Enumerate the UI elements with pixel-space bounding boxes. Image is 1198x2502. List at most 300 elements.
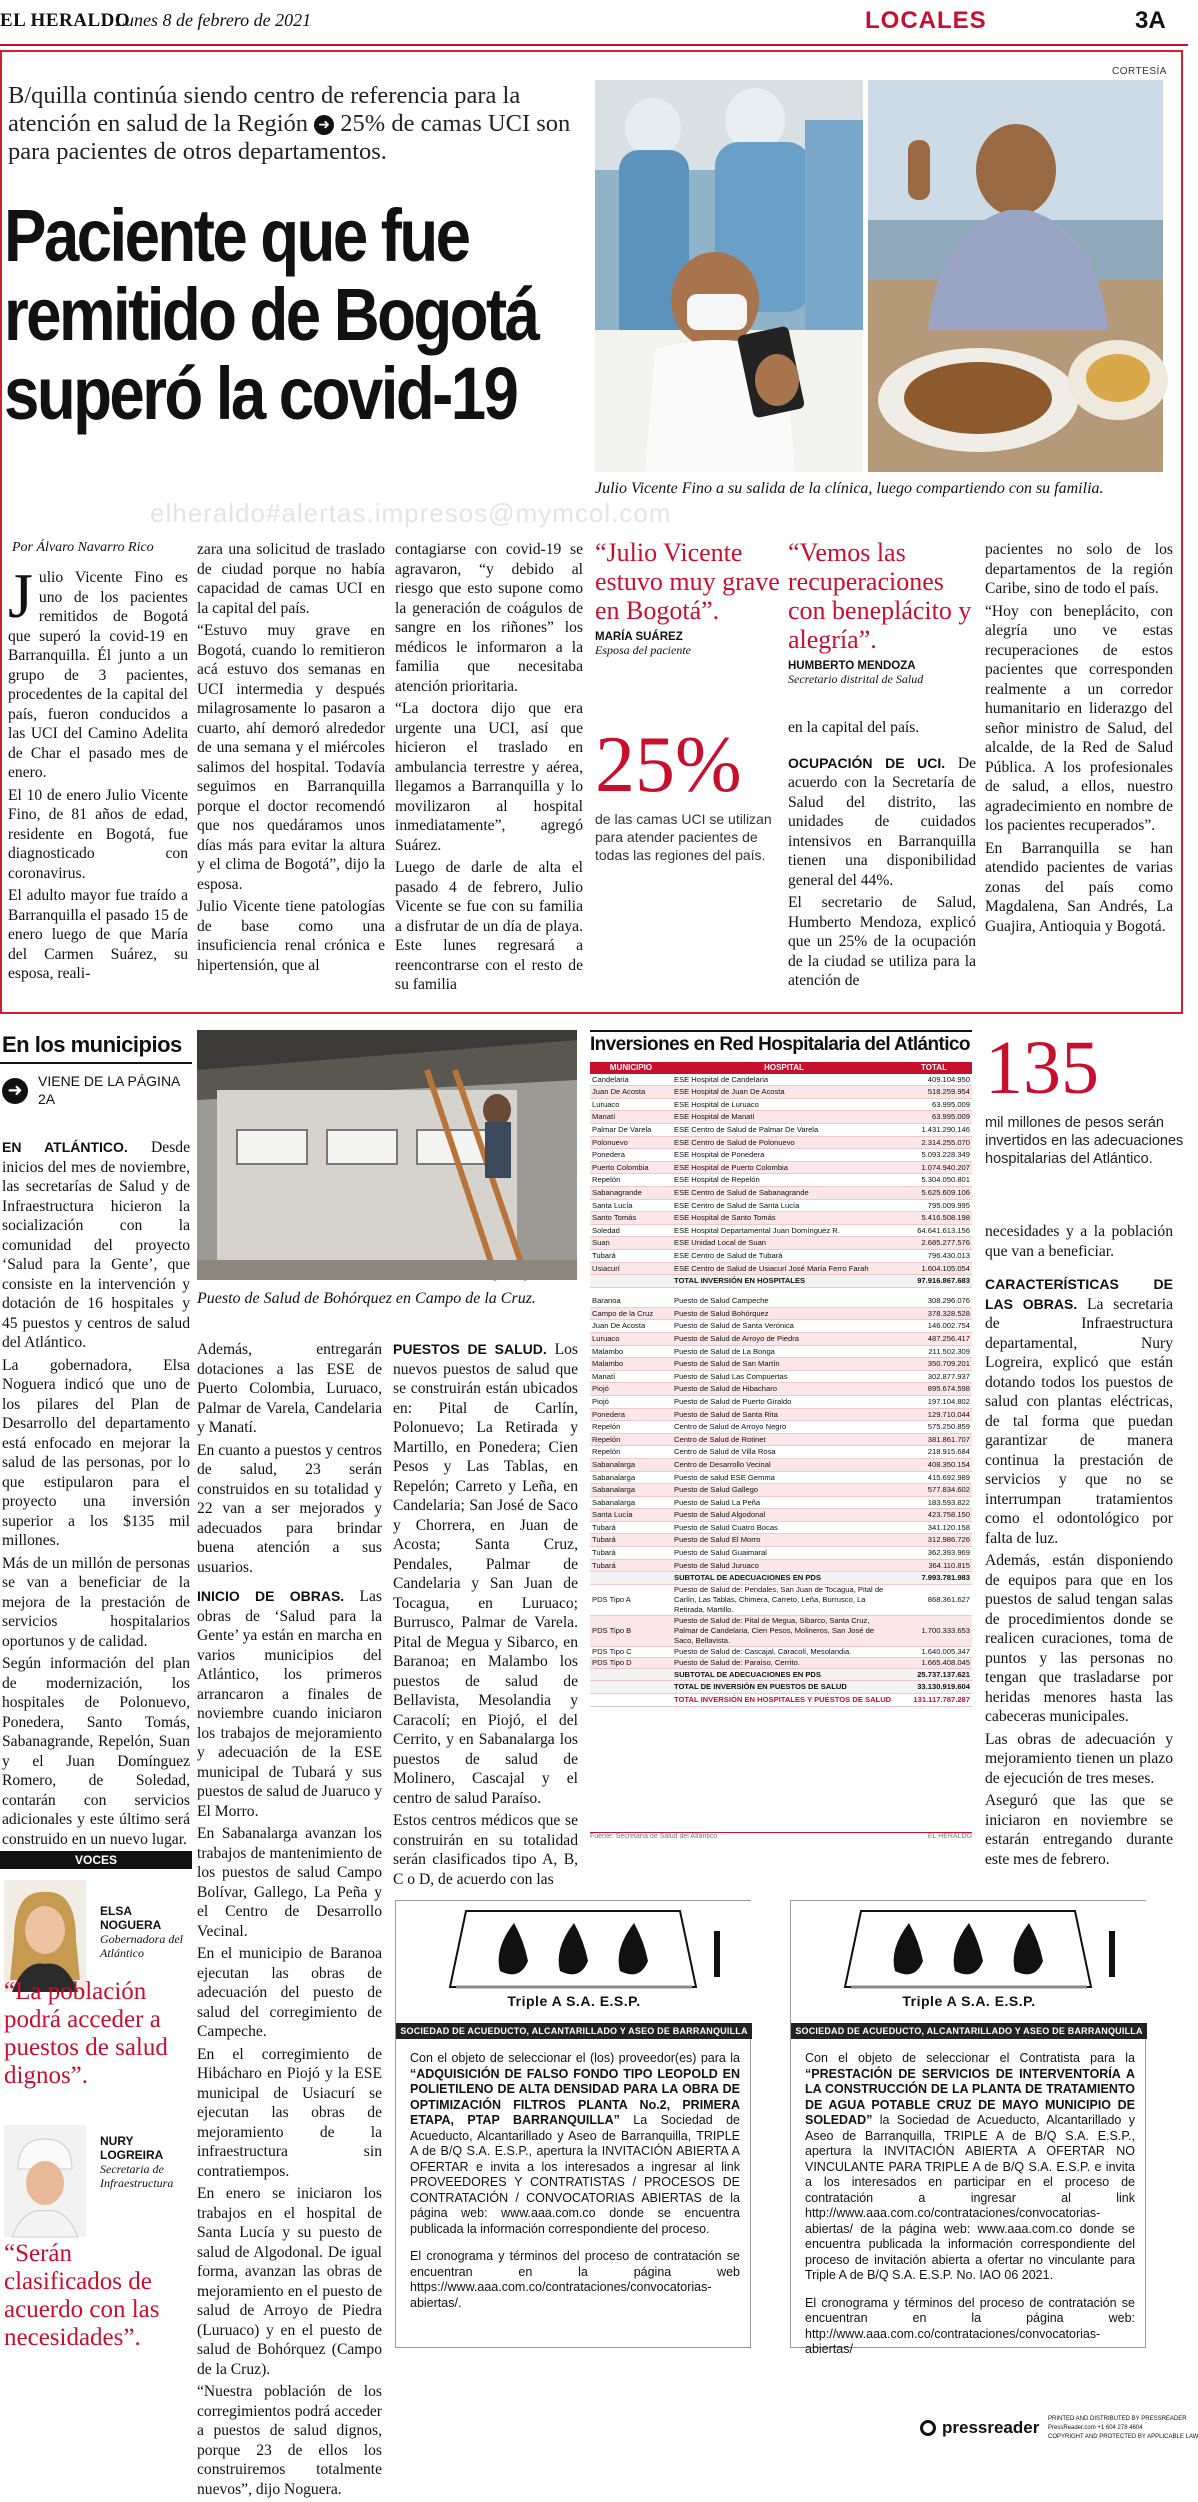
table-cell: 895.674.598 — [896, 1383, 972, 1396]
table-source: Fuente: Secretaría de Salud del Atlántico — [590, 1833, 718, 1840]
table-cell: ESE Hospital de Candelaria — [672, 1074, 896, 1086]
table-cell: 5.625.609.106 — [896, 1186, 972, 1199]
table-cell: Luruaco — [590, 1098, 672, 1111]
table-cell: ESE Centro de Salud de Tubará — [672, 1249, 896, 1262]
story-paragraph: en la capital del país. — [788, 719, 920, 736]
table-cell: Sabanalarga — [590, 1484, 672, 1497]
drop-cap: J — [8, 560, 33, 631]
table-cell: Malambo — [590, 1345, 672, 1358]
patient-beach-photo — [868, 80, 1163, 472]
story-paragraph: En Sabanalarga avanzan los trabajos de mantenimiento de los puestos de salud Campo Bolívar, Gallego, La Peña y el Centro de Desarrollo Vecinal. — [197, 1825, 382, 1940]
section-lead: INICIO DE OBRAS. — [197, 1588, 345, 1604]
photo-illustration — [197, 1030, 577, 1280]
table-cell: Puesto de Salud El Morro — [672, 1534, 896, 1547]
table-cell — [590, 1275, 672, 1288]
table-cell: Puesto de salud ESE Gemma — [672, 1471, 896, 1484]
table-cell: ESE Hospital de Luruaco — [672, 1098, 896, 1111]
table-row — [590, 1383, 972, 1396]
table-row — [590, 1086, 972, 1099]
voice-name: ELSA NOGUERA — [100, 1904, 162, 1932]
table-cell: Sabanalarga — [590, 1458, 672, 1471]
quote-author-role: Secretario distrital de Salud — [788, 672, 924, 686]
table-row — [590, 1433, 972, 1446]
table-cell: 131.117.787.287 — [896, 1694, 972, 1707]
table-cell: 33.130.919.604 — [896, 1681, 972, 1694]
table-row — [590, 1547, 972, 1560]
sub-story-title: En los municipios — [2, 1032, 182, 1057]
table-body — [590, 1074, 972, 1707]
title-rule — [0, 1062, 192, 1064]
story-paragraph: contagiarse con covid-19 se agravaron, “y debido al riesgo que esto supone como la generación de coágulos de sangre en los riñones” los médicos le informaron a la familia que necesitaba atención prioritaria. — [395, 541, 583, 695]
table-cell: Puesto de Salud Gallego — [672, 1484, 896, 1497]
table-cell: Candelaria — [590, 1074, 672, 1086]
table-cell: 518.259.954 — [896, 1086, 972, 1099]
voice-credit — [100, 2134, 192, 2190]
section-lead: OCUPACIÓN DE UCI. — [788, 754, 946, 771]
story-paragraph: Aseguró que las que se iniciaron en noviembre se estarán entregando durante este mes de febrero. — [985, 1792, 1173, 1868]
table-cell: Ponedera — [590, 1149, 672, 1162]
pull-quote — [788, 538, 973, 687]
table-cell: Centro de Salud de Villa Rosa — [672, 1446, 896, 1459]
story-paragraph: La gobernadora, Elsa Noguera indicó que uno de los pilares del Plan de Desarrollo del departamento está enfocado en mejorar la salud de las personas, por lo que estipularon para el proyecto una inversión superior a los $135 mil millones. — [2, 1356, 190, 1549]
table-cell: ESE Unidad Local de Suan — [672, 1237, 896, 1250]
table-cell: ESE Hospital de Repelón — [672, 1174, 896, 1187]
ad-text: Con el objeto de seleccionar el Contratista para la — [805, 2051, 1135, 2065]
table-cell: Puesto de Salud de La Bonga — [672, 1345, 896, 1358]
ad-text: El cronograma y términos del proceso de contratación se encuentran en la página web: http://www.aaa.com.co/contrataciones/convocatorias-abiertas/ — [805, 2295, 1135, 2356]
table-cell: 64.641.613.156 — [896, 1224, 972, 1237]
table-row — [590, 1320, 972, 1333]
section-lead: EN ATLÁNTICO. — [2, 1139, 128, 1155]
photo-caption: Puesto de Salud de Bohórquez en Campo de la Cruz. — [197, 1290, 536, 1307]
table-row — [590, 1161, 972, 1174]
table-cell: 183.593.822 — [896, 1496, 972, 1509]
story-paragraph: Desde inicios del mes de noviembre, las secretarías de Salud y de Infraestructura hicieron la socialización con la comunidad del proyecto ‘Salud para la Gente’, que consiste en la intervención y dotación de 16 hospitales y 45 puestos y centros de salud del Atlántico. — [2, 1139, 190, 1351]
table-cell: SUBTOTAL DE ADECUACIONES EN PDS — [672, 1572, 896, 1585]
story-paragraph: En el corregimiento de Hibácharo en Piojó y la ESE municipal de Usiacurí se ejecutan las obras de mejoramiento de la infraestructura sin contratiempos. — [197, 2045, 382, 2180]
story-headline — [4, 194, 538, 435]
table-row — [590, 1237, 972, 1250]
ad-body — [805, 2051, 1135, 2370]
person-photo — [4, 2125, 86, 2237]
ad-company-bar: SOCIEDAD DE ACUEDUCTO, ALCANTARILLADO Y ASEO DE BARRANQUILLA S.A. E.S.P. — [791, 2023, 1147, 2039]
percent-figure-text: de las camas UCI se utilizan para atender pacientes de todas las regiones del país. — [595, 811, 772, 863]
pull-quote — [595, 538, 780, 658]
arrow-right-icon: ➜ — [2, 1078, 28, 1104]
story-paragraph: “Hoy con beneplácito, con alegría uno ve estas recuperaciones de estos pacientes que corresponden realmente a un corredor humanitario en liderazgo del señor ministro de Salud, del alcalde, de la Red de Salud Pública. A los profesionales de salud, a ellos, nuestro agradecimiento en nombre de los pacientes recuperados”. — [985, 602, 1173, 834]
table-cell: 5.416.508.198 — [896, 1212, 972, 1225]
table-row — [590, 1657, 972, 1668]
quote-author: MARÍA SUÁREZ — [595, 631, 683, 643]
story-paragraph: Las obras de adecuación y mejoramiento tienen un plazo de ejecución de tres meses. — [985, 1730, 1173, 1787]
avatar — [4, 1880, 86, 1992]
table-cell: 312.986.726 — [896, 1534, 972, 1547]
pressreader-line: PRINTED AND DISTRIBUTED BY PRESSREADER — [1048, 2416, 1187, 2422]
story-paragraph: zara una solicitud de traslado de ciudad porque no había capacidad de camas UCI en la capital del país. — [197, 541, 385, 617]
voces-header: VOCES — [0, 1851, 192, 1869]
table-cell: 63.995.009 — [896, 1098, 972, 1111]
table-subtotal-row — [590, 1668, 972, 1681]
table-cell: 129.710.044 — [896, 1408, 972, 1421]
table-row — [590, 1212, 972, 1225]
person-photo — [4, 1880, 86, 1992]
table-cell: Sabanalarga — [590, 1471, 672, 1484]
story-kicker — [8, 82, 588, 166]
table-cell: 408.350.154 — [896, 1458, 972, 1471]
byline: Por Álvaro Navarro Rico — [12, 540, 154, 555]
table-row — [590, 1559, 972, 1572]
section-lead: CARACTERÍSTICAS DE LAS OBRAS. — [985, 1276, 1173, 1312]
table-cell: 1.700.333.653 — [896, 1615, 972, 1646]
table-cell: Puesto de Salud Cuatro Bocas — [672, 1521, 896, 1534]
table-cell: 218.915.684 — [896, 1446, 972, 1459]
table-cell: 795.009.995 — [896, 1199, 972, 1212]
table-cell: Puesto de Salud de: Paraíso, Cerrito. — [672, 1657, 896, 1668]
headline-line: superó la covid-19 — [4, 352, 517, 435]
table-cell: 1.640.005.347 — [896, 1646, 972, 1657]
voice-name: NURY LOGREIRA — [100, 2134, 164, 2162]
story-paragraph: En cuanto a puestos y centros de salud, 23 serán construidos en su totalidad y 22 van a ser mejorados y adecuados para brindar buena atención a sus usuarios. — [197, 1441, 382, 1576]
column-header: HOSPITAL — [672, 1062, 896, 1074]
story-column-6 — [985, 540, 1173, 939]
ad-company-name: Triple A S.A. E.S.P. — [902, 1993, 1036, 2009]
story-paragraph: La secretaria de Infraestructura departamental, Nury Logreira, explicó que están dotando todos los puestos de salud con plantas eléctricas, de tal forma que puedan garantizar de manera continua la prestación de servicios y que no se interrumpan tratamientos como el odontológico por falta de luz. — [985, 1295, 1173, 1547]
table-cell: PDS Tipo D — [590, 1657, 672, 1668]
table-cell: Puesto de Salud Algodonal — [672, 1509, 896, 1522]
table-cell: Suan — [590, 1237, 672, 1250]
story-column-3 — [395, 540, 583, 998]
newspaper-name: EL HERALDO — [0, 10, 131, 31]
voice-quote: “Serán clasificados de acuerdo con las necesidades”. — [4, 2240, 160, 2351]
table-cell: Tubará — [590, 1249, 672, 1262]
table-cell: Puesto de Salud Bohórquez — [672, 1307, 896, 1320]
voice-role: Gobernadora del Atlántico — [100, 1932, 183, 1960]
table-row — [590, 1345, 972, 1358]
table-cell: Usiacurí — [590, 1262, 672, 1275]
table-cell: Repelón — [590, 1433, 672, 1446]
table-cell: 2.685.277.576 — [896, 1237, 972, 1250]
table-cell: ESE Centro de Salud de Polonuevo — [672, 1136, 896, 1149]
story-paragraph: Además, están disponiendo de equipos para que en los puestos de salud tengan salas de procedimientos donde se realicen curaciones, toma de puntos y las personas no tengan que trasladarse por heridas menores hasta las cabeceras municipales. — [985, 1552, 1173, 1725]
ad-logo-area — [396, 1901, 752, 2023]
table-cell: Tubará — [590, 1547, 672, 1560]
table-cell: Repelón — [590, 1446, 672, 1459]
story-column-1 — [8, 560, 188, 987]
table-cell: 5.093.228.349 — [896, 1149, 972, 1162]
municipios-column-3 — [393, 1340, 578, 1892]
table-cell: ESE Hospital de Manatí — [672, 1111, 896, 1124]
table-cell: 381.861.707 — [896, 1433, 972, 1446]
story-paragraph: ulio Vicente Fino es uno de los pacientes remitidos de Bogotá que superó la covid-19 en Barranquilla. Él junto a un grupo de 3 pacientes, procedentes de la capital del país, fueron conducidos a las UCI del Camino Adelita de Char el pasado mes de enero. — [8, 569, 188, 781]
ad-text: El cronograma y términos del proceso de contratación se encuentran en la página web https://www.aaa.com.co/contrataciones/convocatorias-abiertas/. — [410, 2249, 740, 2310]
table-cell: Soledad — [590, 1224, 672, 1237]
table-cell: ESE Centro de Salud de Palmar De Varela — [672, 1123, 896, 1136]
table-subtotal-row — [590, 1694, 972, 1707]
quote-author-role: Esposa del paciente — [595, 643, 691, 657]
story-paragraph: En enero se iniciaron los trabajos en el hospital de Santa Lucía y su puesto de salud de Algodonal. De igual forma, avanzan las obras de mejoramiento en el puesto de salud de Arroyo de Piedra (Luruaco) y en el puesto de salud de Bohórquez (Campo de la Cruz). — [197, 2185, 382, 2378]
table-header-row — [590, 1062, 972, 1074]
table-footer — [590, 1832, 972, 1840]
municipios-column-1 — [2, 1138, 190, 1852]
table-cell: 1.074.940.207 — [896, 1161, 972, 1174]
table-subtotal-row — [590, 1681, 972, 1694]
table-row — [590, 1249, 972, 1262]
table-cell: Puesto de Salud de: Pital de Megua, Sibarco, Santa Cruz, Palmar de Candelaria, Cien Pesos, Molineros, San José de Saco, Bellavista. — [672, 1615, 896, 1646]
story-paragraph: Estos centros médicos que se construirán en su totalidad serán clasificados tipo A, B, C o D, de acuerdo con las — [393, 1812, 578, 1888]
table-cell: ESE Centro de Salud de Santa Lucía — [672, 1199, 896, 1212]
table-cell: 796.430.013 — [896, 1249, 972, 1262]
table-row — [590, 1446, 972, 1459]
table-cell: 2.314.255.070 — [896, 1136, 972, 1149]
table-cell: 487.256.417 — [896, 1332, 972, 1345]
table-cell: PDS Tipo C — [590, 1646, 672, 1657]
table-cell — [590, 1572, 672, 1585]
story-paragraph: El secretario de Salud, Humberto Mendoza, explicó que un 25% de la ocupación de la ciudad se utiliza para la atención de — [788, 894, 976, 989]
column-header: TOTAL — [896, 1062, 972, 1074]
table-cell: Juan De Acosta — [590, 1086, 672, 1099]
table-cell: Luruaco — [590, 1332, 672, 1345]
voice-role: Secretaria de Infraestructura — [100, 2162, 174, 2190]
table-cell: Puerto Colombia — [590, 1161, 672, 1174]
story-column-2 — [197, 540, 385, 978]
table-cell: Manatí — [590, 1111, 672, 1124]
table-cell: 378.328.528 — [896, 1307, 972, 1320]
avatar — [4, 2125, 86, 2237]
patient-hospital-photo — [595, 80, 863, 472]
table-cell: Campo de la Cruz — [590, 1307, 672, 1320]
health-post-photo — [197, 1030, 577, 1280]
photo-illustration — [868, 80, 1163, 472]
story-paragraph: Julio Vicente tiene patologías de base como una insuficiencia renal crónica e hipertensión, que al — [197, 898, 385, 974]
kicker-text-after: 25% de camas UCI son para pacientes de otros departamentos. — [8, 110, 571, 165]
table-cell: 364.110.815 — [896, 1559, 972, 1572]
pull-quote-text: “Julio Vicente estuvo muy grave en Bogotá”. — [595, 538, 780, 625]
table-cell: Tubará — [590, 1521, 672, 1534]
story-paragraph: Además, entregarán dotaciones a las ESE de Puerto Colombia, Luruaco, Palmar de Varela, Candelaria y Manatí. — [197, 1341, 382, 1436]
section-lead: PUESTOS DE SALUD. — [393, 1341, 547, 1357]
table-cell: Tubará — [590, 1559, 672, 1572]
table-cell: 362.393.969 — [896, 1547, 972, 1560]
table-row — [590, 1098, 972, 1111]
municipios-column-5 — [985, 1222, 1173, 1872]
edition-date: Lunes 8 de febrero de 2021 — [115, 10, 312, 30]
table-cell: Ponedera — [590, 1408, 672, 1421]
table-row — [590, 1496, 972, 1509]
table-cell: 423.758.150 — [896, 1509, 972, 1522]
table-cell: Repelón — [590, 1421, 672, 1434]
ad-title: “PRESTACIÓN DE SERVICIOS DE INTERVENTORÍA A LA CONSTRUCCIÓN DE LA PLANTA DE TRATAMIENTO DE AGUA POTABLE CRUZ DE MAYO MUNICIPIO DE SOLEDAD” — [805, 2066, 1135, 2127]
story-paragraph: El 10 de enero Julio Vicente Fino, de 81 años de edad, residente en Bogotá, fue diagnosticado con coronavirus. — [8, 786, 188, 882]
table-cell: Puesto de Salud Campeche — [672, 1295, 896, 1307]
table-cell: ESE Hospital de Juan De Acosta — [672, 1086, 896, 1099]
page-number: 3A — [1135, 7, 1166, 34]
table-cell: Centro de Salud de Arroyo Negro — [672, 1421, 896, 1434]
table-cell: Santa Lucía — [590, 1199, 672, 1212]
story-paragraph: Según información del plan de modernización, los hospitales de Polonuevo, Ponedera, Santo Tomás, Sabanagrande, Repelón, Suan y el Juan Domínguez Romero, de Soledad, contarán con servicios adicionales y este último será construido en un nuevo lugar. — [2, 1655, 190, 1848]
table-row — [590, 1421, 972, 1434]
pressreader-footer — [920, 2414, 1198, 2444]
table-row — [590, 1358, 972, 1371]
table-spacer — [590, 1287, 972, 1295]
table-row — [590, 1307, 972, 1320]
ad-company-name: Triple A S.A. E.S.P. — [507, 1993, 641, 2009]
table-row — [590, 1149, 972, 1162]
table-row — [590, 1584, 972, 1615]
table-cell: 575.250.859 — [896, 1421, 972, 1434]
column-header: MUNICIPIO — [590, 1062, 672, 1074]
section-name: LOCALES — [865, 7, 987, 34]
table-cell: 211.502.309 — [896, 1345, 972, 1358]
photo-caption: Julio Vicente Fino a su salida de la clínica, luego compartiendo con su familia. — [595, 480, 1104, 497]
watermark-text: elheraldo#alertas.impresos@mymcol.com — [150, 498, 672, 528]
story-paragraph: pacientes no solo de los departamentos de la región Caribe, sino de todo el país. — [985, 541, 1173, 597]
big-percent-figure: 25% — [595, 721, 742, 809]
table-row — [590, 1295, 972, 1307]
table-cell: 25.737.137.621 — [896, 1668, 972, 1681]
voice-quote: “La población podrá acceder a puestos de salud dignos”. — [4, 1978, 168, 2089]
quote-author: HUMBERTO MENDOZA — [788, 660, 916, 672]
arrow-right-icon: ➜ — [314, 115, 334, 135]
story-paragraph: Las obras de ‘Salud para la Gente’ ya están en marcha en varios municipios del Atlántico, los primeros arrancaron a finales de noviembre cuando iniciaron los trabajos de mejoramiento y adecuación de la ESE municipal de Tubará y sus puestos de salud de Juaruco y El Morro. — [197, 1588, 382, 1820]
table-row — [590, 1262, 972, 1275]
table-row — [590, 1395, 972, 1408]
story-paragraph: “Nuestra población de los corregimientos podrá acceder a puestos de salud dignos, porque 23 de ellos los construiremos totalmente nuevos”, dijo Noguera. — [197, 2383, 382, 2498]
table-cell: 350.709.201 — [896, 1358, 972, 1371]
story-paragraph: En el municipio de Baranoa ejecutan las obras de adecuación del puesto de salud del corregimiento de Campeche. — [197, 1945, 382, 2040]
story-column-5 — [788, 718, 976, 994]
table-cell: TOTAL INVERSIÓN EN HOSPITALES — [672, 1275, 896, 1288]
pressreader-line: PressReader.com +1 604 278 4604 — [1048, 2425, 1143, 2431]
table-cell: 5.304.050.801 — [896, 1174, 972, 1187]
table-cell: Tubará — [590, 1534, 672, 1547]
ad-text: la Sociedad de Acueducto, Alcantarillado y Aseo de Barranquilla, TRIPLE A de B/Q S.A. E.S.P., apertura la INVITACIÓN ABIERTA A OFERTAR NO VINCULANTE PARA TRIPLE A de B/Q S.A. E.S.P. e invita a los interesados en participar en el proceso de contratación a ingresar al link http://www.aaa.com.co/contrataciones/convocatorias-abiertas/ de la página web: www.aaa.com.co donde se encuentra publicada la información correspondiente del proceso de invitación abierta a ofertar no vinculante para Triple A de B/Q S.A. E.S.P. No. IAO 06 2021. — [805, 2113, 1135, 2282]
pressreader-line: COPYRIGHT AND PROTECTED BY APPLICABLE LAW — [1048, 2434, 1198, 2440]
table-cell: SUBTOTAL DE ADECUACIONES EN PDS — [672, 1668, 896, 1681]
table-cell: ESE Hospital de Santo Tomás — [672, 1212, 896, 1225]
table-cell: Santa Lucía — [590, 1509, 672, 1522]
story-paragraph: Los nuevos puestos de salud que se construirán están ubicados en: Pital de Carlín, Polonuevo; La Retirada y Martillo, en Ponedera; Cien Pesos y Las Tablas, en Repelón; Carreto y Leña, en Candelaria; San José de Saco y Chorrera, en Juan de Acosta; Santa Cruz, Pendales, Palmar de Candelaria y San Juan de Tocagua, en Luruaco; Burrusco, Palmar de Varela. Pital de Megua y Sibarco, en Baranoa; en Malambo los puestos de salud de Bellavista, Mesolandia y Caracolí; en Piojó, el del Cerrito, y en Sabanalarga los puestos de salud de Molinero, Cascajal y el centro de salud Paraíso. — [393, 1341, 578, 1807]
table-row — [590, 1224, 972, 1237]
table-cell: 197.104.802 — [896, 1395, 972, 1408]
table-row — [590, 1174, 972, 1187]
ad-text: La Sociedad de Acueducto, Alcantarillado y Aseo de Barranquilla, TRIPLE A de B/Q S.A. E.S.P., apertura la INVITACIÓN ABIERTA A OFERTAR e invita a los interesados a ingresar al link PROVEEDORES Y CONTRATISTAS / PROCESOS DE CONTRATACIÓN / CONVOCATORIAS ABIERTAS de la página web: www.aaa.com.co donde se encuentra publicada la información correspondiente del proceso. — [410, 2113, 740, 2236]
table-cell: 415.692.989 — [896, 1471, 972, 1484]
table-row — [590, 1111, 972, 1124]
table-cell: ESE Centro de Salud de Sabanagrande — [672, 1186, 896, 1199]
table-cell: PDS Tipo A — [590, 1584, 672, 1615]
table-cell: 577.834.602 — [896, 1484, 972, 1497]
investment-table — [590, 1062, 972, 1707]
investment-figure-text: mil millones de pesos serán invertidos en las adecuaciones hospitalarias del Atlántico. — [985, 1115, 1184, 1167]
table-cell: TOTAL INVERSIÓN EN HOSPITALES Y PUESTOS DE SALUD — [672, 1694, 896, 1707]
table-cell: Palmar De Varela — [590, 1123, 672, 1136]
ad-title: “ADQUISICIÓN DE FALSO FONDO TIPO LEOPOLD EN POLIETILENO DE ALTA DENSIDAD PARA LA OBRA DE OPTIMIZACIÓN FILTROS PLANTA No.2, PRIMERA ETAPA, PTAP BARRANQUILLA” — [410, 2066, 740, 2127]
table-cell: 341.120.158 — [896, 1521, 972, 1534]
table-cell: 1.665.408.045 — [896, 1657, 972, 1668]
table-cell: Piojó — [590, 1383, 672, 1396]
table-cell: Puesto de Salud de Santa Rita — [672, 1408, 896, 1421]
municipios-column-2 — [197, 1340, 382, 2502]
table-row — [590, 1370, 972, 1383]
story-paragraph: “Estuvo muy grave en Bogotá, cuando lo remitieron acá estuvo dos semanas en UCI intermedia y después milagrosamente lo pasaron a cuarto, ahí demoró alrededor de una semana y el miércoles salimos del hospital. Todavía seguimos en Barranquilla porque el doctor recomendó que nos quedáramos unos días más para evitar la altura y el clima de Bogotá”, dijo la esposa. — [197, 622, 385, 893]
ad-company-bar: SOCIEDAD DE ACUEDUCTO, ALCANTARILLADO Y ASEO DE BARRANQUILLA S.A. E.S.P. — [396, 2023, 752, 2039]
table-cell — [590, 1694, 672, 1707]
table-cell: Puesto de Salud de Arroyo de Piedra — [672, 1332, 896, 1345]
table-row — [590, 1408, 972, 1421]
story-paragraph: necesidades y a la población que van a beneficiar. — [985, 1223, 1173, 1260]
table-title: Inversiones en Red Hospitalaria del Atlántico — [590, 1030, 972, 1056]
table-row — [590, 1521, 972, 1534]
table-cell: 97.916.867.683 — [896, 1275, 972, 1288]
table-cell: Juan De Acosta — [590, 1320, 672, 1333]
story-paragraph: Luego de darle de alta el pasado 4 de febrero, Julio Vicente se fue con su familia a disfrutar de un día de playa. Este lunes regresará a reencontrarse con el resto de su familia — [395, 859, 583, 993]
table-row — [590, 1646, 972, 1657]
big-investment-figure: 135 — [985, 1026, 1099, 1110]
table-row — [590, 1332, 972, 1345]
table-cell: Baranoa — [590, 1295, 672, 1307]
investment-table-grid — [590, 1062, 972, 1707]
table-cell: Puesto de Salud La Peña — [672, 1496, 896, 1509]
table-cell: Puesto de Salud de Santa Verónica — [672, 1320, 896, 1333]
table-row — [590, 1534, 972, 1547]
headline-line: remitido de Bogotá — [4, 273, 538, 356]
ad-body — [410, 2051, 740, 2323]
table-cell: 302.877.937 — [896, 1370, 972, 1383]
triple-a-ad-2 — [790, 1900, 1146, 2356]
table-cell: Puesto de Salud Juruaco — [672, 1559, 896, 1572]
continued-from-link[interactable]: VIENE DE LA PÁGINA 2A — [38, 1073, 180, 1107]
table-cell: Centro de Desarrollo Vecinal — [672, 1458, 896, 1471]
story-paragraph: “La doctora dijo que era urgente una UCI, así que hicieron el traslado en ambulancia terrestre y aérea, llegamos a Barranquilla y lo movilizaron al hospital inmediatamente”, agregó Suárez. — [395, 700, 583, 854]
table-cell: Puesto de Salud de: Pendales, San Juan de Tocagua, Pital de Carlín, Las Tablas, Chimera, Carreto, Leña, Burrusco, La Retirada, Martillo. — [672, 1584, 896, 1615]
photo-illustration — [595, 80, 863, 472]
table-cell: 7.993.781.983 — [896, 1572, 972, 1585]
story-paragraph: Más de un millón de personas se van a beneficiar de la mejora de la prestación de servicios hospitalarios oportunos y de calidad. — [2, 1554, 190, 1650]
table-row — [590, 1484, 972, 1497]
table-row — [590, 1136, 972, 1149]
table-row — [590, 1123, 972, 1136]
table-cell: Piojó — [590, 1395, 672, 1408]
table-cell: ESE Hospital de Puerto Colombia — [672, 1161, 896, 1174]
pull-quote-text: “Vemos las recuperaciones con beneplácito y alegría”. — [788, 538, 972, 654]
ad-logo-area — [791, 1901, 1147, 2023]
table-cell: 409.104.950 — [896, 1074, 972, 1086]
triple-a-ad-1 — [395, 1900, 751, 2348]
table-cell: Repelón — [590, 1174, 672, 1187]
table-row — [590, 1186, 972, 1199]
table-cell: ESE Hospital Departamental Juan Domínguez R. — [672, 1224, 896, 1237]
table-cell: 308.296.076 — [896, 1295, 972, 1307]
table-row — [590, 1471, 972, 1484]
table-cell: Sabanagrande — [590, 1186, 672, 1199]
headline-line: Paciente que fue — [4, 194, 469, 277]
pressreader-brand: pressreader — [942, 2418, 1040, 2437]
table-cell — [590, 1681, 672, 1694]
table-subtotal-row — [590, 1572, 972, 1585]
ad-text: Con el objeto de seleccionar el (los) proveedor(es) para la — [410, 2051, 740, 2065]
table-cell: Manatí — [590, 1370, 672, 1383]
table-cell: 1.431.290.146 — [896, 1123, 972, 1136]
table-cell: Santo Tomás — [590, 1212, 672, 1225]
voice-credit — [100, 1904, 192, 1960]
table-cell: Puesto de Salud de: Cascajal, Caracolí, Mesolandia. — [672, 1646, 896, 1657]
table-cell: Puesto de Salud de San Martín — [672, 1358, 896, 1371]
table-row — [590, 1509, 972, 1522]
table-cell: 63.995.009 — [896, 1111, 972, 1124]
table-cell: Malambo — [590, 1358, 672, 1371]
kicker-text-before: B/quilla continúa siendo centro de referencia para la atención en salud de la Región — [8, 82, 521, 137]
table-cell: Puesto de Salud Las Compuertas — [672, 1370, 896, 1383]
